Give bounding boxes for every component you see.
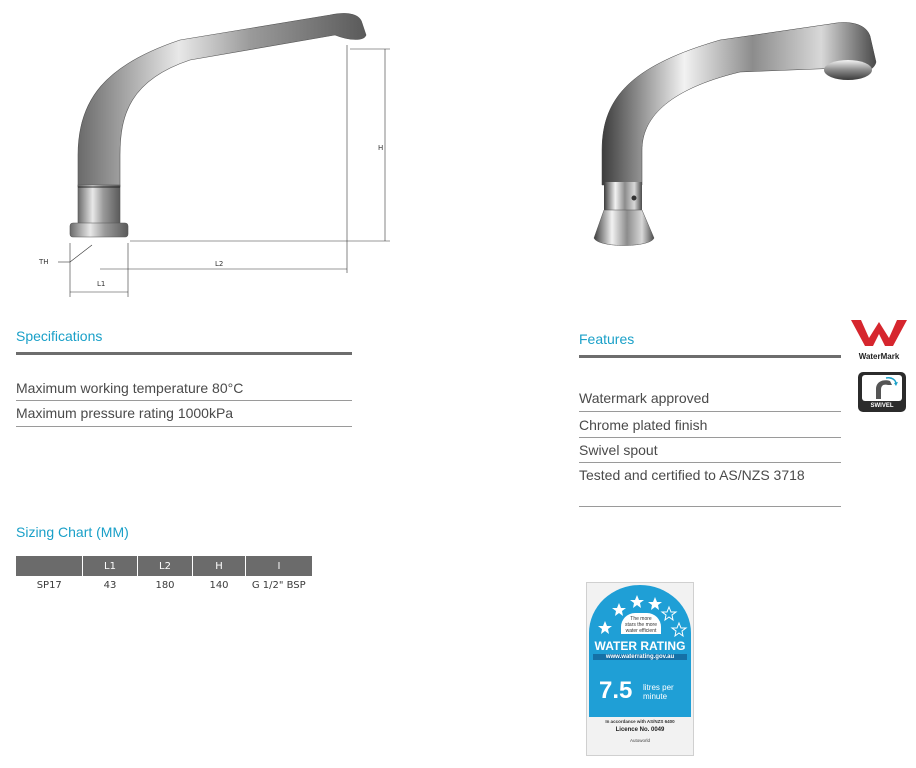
stars-caption (621, 613, 661, 634)
swivel-badge (858, 372, 906, 412)
dimension-label-h: H (378, 144, 384, 152)
watermark-label: WaterMark (858, 352, 900, 361)
sizing-table (16, 556, 312, 594)
sizing-header-cell: L2 (138, 556, 193, 576)
table-row (16, 576, 312, 594)
water-rating-panel (589, 639, 691, 717)
sizing-cell: SP17 (36, 579, 62, 591)
feature-divider (579, 437, 841, 438)
spec-divider (16, 426, 352, 427)
spec-item: Maximum working temperature 80°C (16, 380, 244, 396)
features-heading: Features (579, 331, 635, 347)
spec-item: Maximum pressure rating 1000kPa (16, 405, 234, 421)
spout-dimension-diagram (30, 5, 400, 300)
sizing-cell: 43 (103, 579, 117, 591)
water-rating-value: 7.5 (599, 677, 633, 704)
water-rating-unit (643, 683, 674, 701)
sizing-header-cell: H (193, 556, 246, 576)
water-rating-unit-line: litres per (643, 683, 674, 692)
feature-divider (579, 411, 841, 412)
feature-item: Swivel spout (579, 442, 658, 458)
sizing-cell: 140 (209, 579, 229, 591)
feature-item: Watermark approved (579, 390, 710, 406)
water-rating-licence: Licence No. 0049 (615, 727, 665, 733)
water-rating-brand: Autoworld (629, 738, 650, 743)
swivel-tap-icon (862, 375, 902, 401)
sizing-header-row (16, 556, 312, 576)
watermark-badge (847, 316, 911, 360)
spout-drawing (70, 13, 366, 237)
stars-caption-line: water efficient (625, 628, 657, 634)
swivel-icon-panel (862, 375, 902, 401)
specifications-heading: Specifications (16, 328, 103, 344)
sizing-cell: G 1/2" BSP (251, 579, 306, 591)
sizing-header-cell (16, 556, 83, 576)
feature-divider (579, 462, 841, 463)
sizing-chart-heading: Sizing Chart (MM) (16, 524, 129, 540)
sizing-header-cell: L1 (83, 556, 138, 576)
dimension-label-th: TH (39, 258, 49, 266)
water-rating-standard: In accordance with AS/NZS 6400 (605, 719, 675, 724)
water-rating-label (586, 582, 694, 756)
swivel-label: SWIVEL (870, 403, 894, 409)
spec-divider (16, 400, 352, 401)
feature-item: Chrome plated finish (579, 417, 708, 433)
watermark-logo-icon (847, 316, 911, 348)
water-rating-unit-line: minute (643, 692, 668, 701)
water-rating-url: www.waterrating.gov.au (593, 654, 687, 660)
feature-divider (579, 506, 841, 507)
dimension-label-l2: L2 (215, 260, 224, 268)
stars-caption-line: The more (630, 616, 652, 622)
features-rule (579, 355, 841, 358)
water-rating-title: WATER RATING (594, 639, 686, 653)
sizing-header-cell: I (246, 556, 313, 576)
dimension-label-l1: L1 (97, 280, 106, 288)
stars-caption-line: stars the more (625, 622, 657, 628)
product-photo (590, 10, 890, 260)
specifications-rule (16, 352, 352, 355)
feature-item: Tested and certified to AS/NZS 3718 (579, 467, 805, 483)
sizing-cell: 180 (155, 579, 175, 591)
